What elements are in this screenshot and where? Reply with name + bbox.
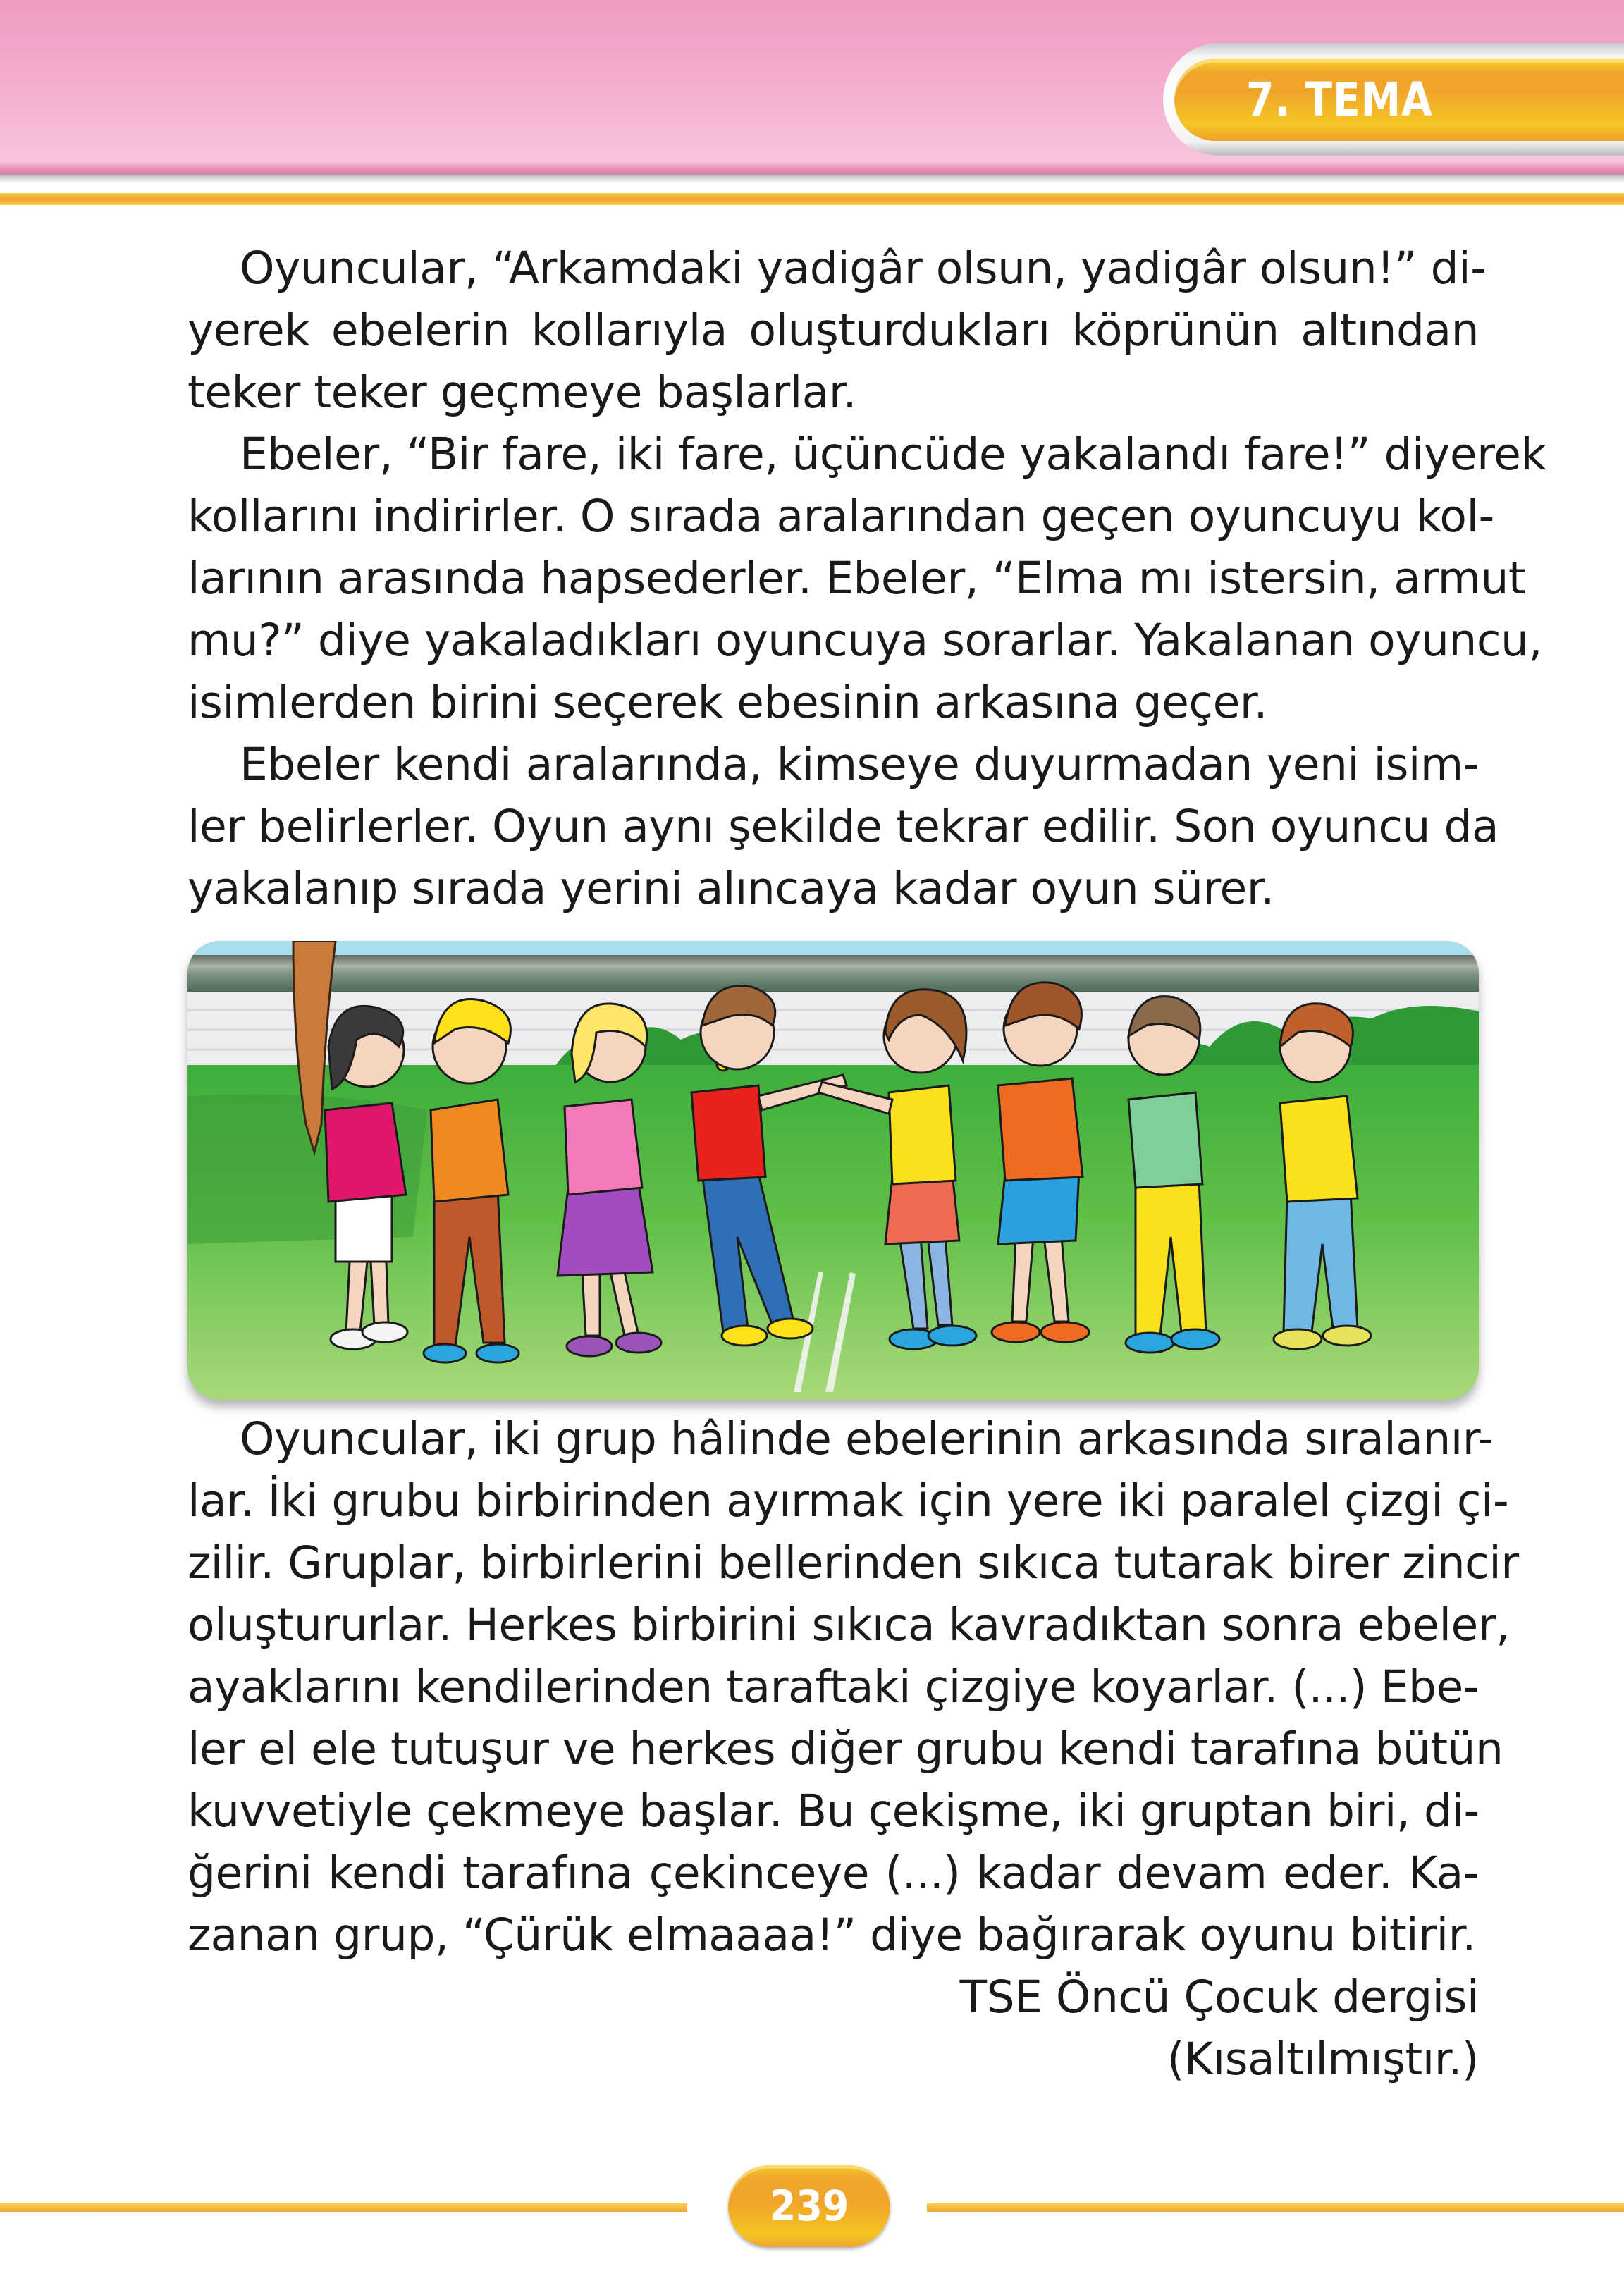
text-line: kollarını indirirler. O sırada aralarından geçen oyuncuyu kol- (187, 491, 1494, 542)
source-credit: TSE Öncü Çocuk dergisi (959, 1971, 1479, 2023)
paragraph-1 (187, 238, 1487, 424)
text-line: ler belirlerler. Oyun aynı şekilde tekrar edilir. Son oyuncu da (187, 801, 1499, 852)
paragraph-3 (187, 734, 1499, 920)
text-line: lar. İki grubu birbirinden ayırmak için yere iki paralel çizgi çi- (187, 1475, 1509, 1527)
abridged-note: (Kısaltılmıştır.) (1167, 2033, 1479, 2085)
text-line: zilir. Gruplar, birbirlerini bellerinden sıkıca tutarak birer zincir (187, 1537, 1519, 1589)
text-section-top (187, 238, 1546, 920)
text-line: ler el ele tutuşur ve herkes diğer grubu kendi tarafına bütün (187, 1723, 1503, 1775)
paragraph-4 (187, 1408, 1519, 1966)
header-divider-stripe (0, 193, 1624, 205)
text-line: Ebeler, “Bir fare, iki fare, üçüncüde yakalandı fare!” diyerek (240, 429, 1546, 480)
tug-of-war-illustration (187, 941, 1479, 1400)
text-line: Oyuncular, “Arkamdaki yadigâr olsun, yadigâr olsun!” di- (240, 242, 1487, 294)
text-line: Oyuncular, iki grup hâlinde ebelerinin arkasında sıralanır- (240, 1413, 1494, 1465)
text-line: ayaklarını kendilerinden taraftaki çizgiye koyarlar. (...) Ebe- (187, 1661, 1479, 1713)
text-line: Ebeler kendi aralarında, kimseye duyurmadan yeni isim- (240, 739, 1479, 790)
text-line: yakalanıp sırada yerini alıncaya kadar oyun sürer. (187, 863, 1274, 914)
text-section-bottom (187, 1408, 1519, 2091)
paragraph-2 (187, 424, 1546, 734)
illustration-scene (187, 941, 1479, 1400)
page-number-badge (728, 2165, 890, 2247)
page-number: 239 (769, 2181, 849, 2231)
text-line: zanan grup, “Çürük elmaaaa!” diye bağırarak oyunu bitirir. (187, 1909, 1476, 1961)
header-shadow (0, 175, 1624, 182)
text-line: kuvvetiyle çekmeye başlar. Bu çekişme, iki gruptan biri, di- (187, 1785, 1480, 1837)
footer-line-right (927, 2203, 1624, 2212)
footer-line-left (0, 2203, 687, 2212)
text-line: mu?” diye yakaladıkları oyuncuya sorarlar. Yakalanan oyuncu, (187, 615, 1542, 666)
text-line: isimlerden birini seçerek ebesinin arkasına geçer. (187, 677, 1267, 728)
text-line: teker teker geçmeye başlarlar. (187, 367, 857, 418)
text-line: larının arasında hapsederler. Ebeler, “Elma mı istersin, armut (187, 553, 1526, 604)
theme-label: 7. TEMA (1246, 73, 1433, 127)
text-line: yerek ebelerin kollarıyla oluşturdukları köprünün altından (187, 304, 1479, 356)
text-line: ğerini kendi tarafına çekinceye (...) kadar devam eder. Ka- (187, 1847, 1479, 1899)
text-line: oluştururlar. Herkes birbirini sıkıca kavradıktan sonra ebeler, (187, 1599, 1510, 1651)
